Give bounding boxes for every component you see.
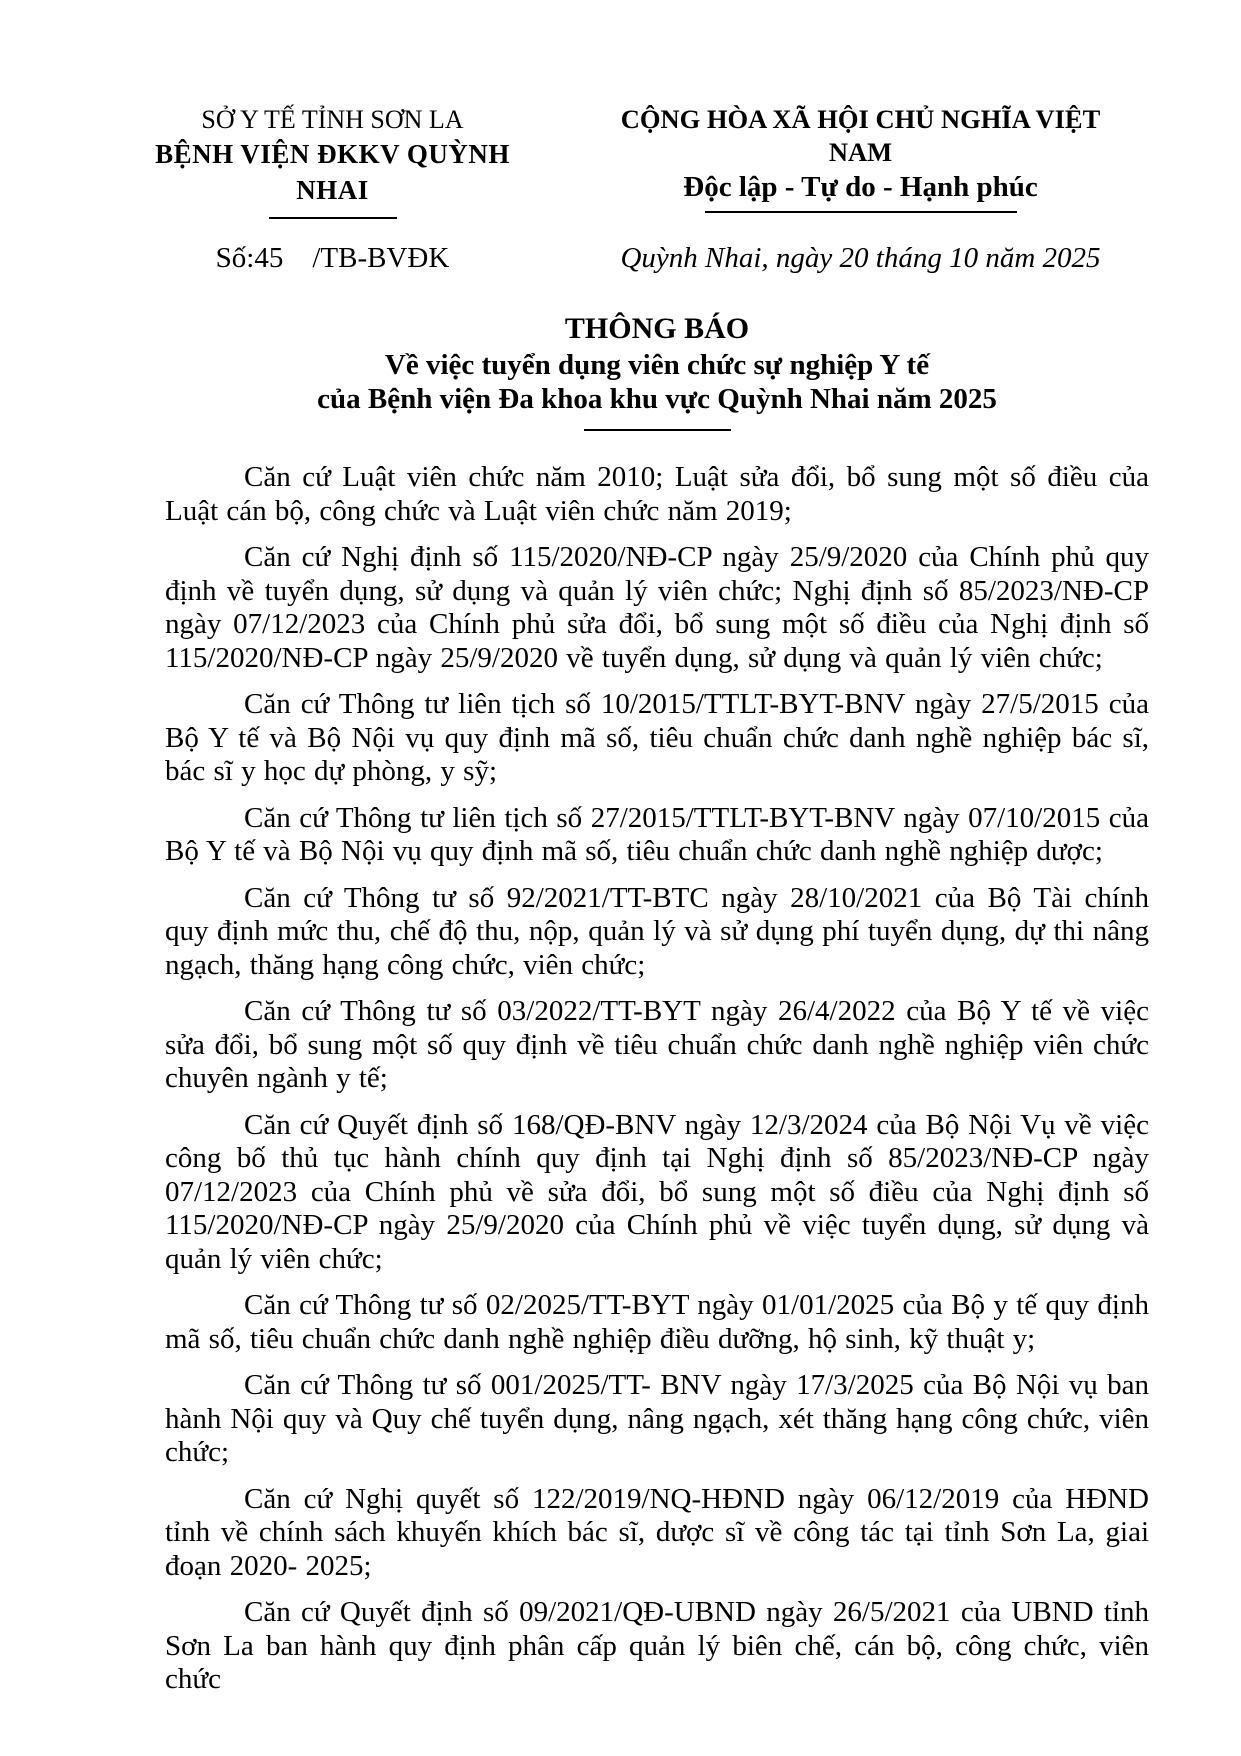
national-header-block (608, 103, 1113, 219)
legal-basis-paragraph: Căn cứ Quyết định số 09/2021/QĐ-UBND ngày 26/5/2021 của UBND tỉnh Sơn La ban hành quy định phân cấp quản lý biên chế, cán bộ, công chức, viên chức (165, 1596, 1149, 1695)
legal-basis-paragraph: Căn cứ Nghị quyết số 122/2019/NQ-HĐND ngày 06/12/2019 của HĐND tỉnh về chính sách khuyến khích bác sĩ, dược sĩ về công tác tại tỉnh Sơn La, giai đoạn 2020- 2025; (165, 1482, 1149, 1582)
legal-basis-paragraph: Căn cứ Thông tư số 92/2021/TT-BTC ngày 28/10/2021 của Bộ Tài chính quy định mức thu, chế độ thu, nộp, quản lý và sử dụng phí tuyển dụng, dự thi nâng ngạch, thăng hạng công chức, viên chức; (165, 881, 1149, 981)
national-title: CỘNG HÒA XÃ HỘI CHỦ NGHĨA VIỆT NAM (620, 104, 1101, 167)
title-underline (584, 429, 731, 431)
legal-basis-paragraph: Căn cứ Thông tư liên tịch số 27/2015/TTLT-BYT-BNV ngày 07/10/2015 của Bộ Y tế và Bộ Nội vụ quy định mã số, tiêu chuẩn chức danh nghề nghiệp dược; (165, 801, 1149, 867)
legal-basis-paragraph: Căn cứ Nghị định số 115/2020/NĐ-CP ngày 25/9/2020 của Chính phủ quy định về tuyển dụng, sử dụng và quản lý viên chức; Nghị định số 85/2023/NĐ-CP ngày 07/12/2023 của Chính phủ sửa đổi, bổ sung một số điều của Nghị định số 115/2020/NĐ-CP ngày 25/9/2020 về tuyển dụng, sử dụng và quản lý viên chức; (165, 541, 1149, 674)
parent-org-name: SỞ Y TẾ TỈNH SƠN LA (201, 105, 464, 134)
legal-basis-paragraph: Căn cứ Quyết định số 168/QĐ-BNV ngày 12/3/2024 của Bộ Nội Vụ về việc công bố thủ tục hành chính quy định tại Nghị định số 85/2023/NĐ-CP ngày 07/12/2023 của Chính phủ về sửa đổi, bổ sung một số điều của Nghị định số 115/2020/NĐ-CP ngày 25/9/2020 của Chính phủ về việc tuyển dụng, sử dụng và quản lý viên chức; (165, 1108, 1149, 1275)
document-meta-row (0, 240, 1241, 276)
legal-basis-paragraph: Căn cứ Luật viên chức năm 2010; Luật sửa đổi, bổ sung một số điều của Luật cán bộ, công chức và Luật viên chức năm 2019; (165, 461, 1149, 527)
document-subtitle-line2: của Bệnh viện Đa khoa khu vực Quỳnh Nhai năm 2025 (317, 383, 997, 415)
document-title-block (165, 310, 1149, 431)
legal-basis-paragraph: Căn cứ Thông tư liên tịch số 10/2015/TTLT-BYT-BNV ngày 27/5/2015 của Bộ Y tế và Bộ Nội vụ quy định mã số, tiêu chuẩn chức danh nghề nghiệp bác sĩ, bác sĩ y học dự phòng, y sỹ; (165, 688, 1149, 787)
legal-basis-paragraph: Căn cứ Thông tư số 02/2025/TT-BYT ngày 01/01/2025 của Bộ y tế quy định mã số, tiêu chuẩn chức danh nghề nghiệp điều dưỡng, hộ sinh, kỹ thuật y; (165, 1289, 1149, 1355)
org-underline (269, 217, 397, 219)
place-date: Quỳnh Nhai, ngày 20 tháng 10 năm 2025 (620, 242, 1101, 274)
document-body (165, 461, 1149, 1697)
motto-underline (705, 211, 1017, 213)
document-title: THÔNG BÁO (564, 312, 750, 345)
legal-basis-paragraph: Căn cứ Thông tư số 03/2022/TT-BYT ngày 26/4/2022 của Bộ Y tế về việc sửa đổi, bổ sung một số quy định về tiêu chuẩn chức danh nghề nghiệp viên chức chuyên ngành y tế; (165, 995, 1149, 1094)
national-motto: Độc lập - Tự do - Hạnh phúc (683, 171, 1038, 203)
legal-basis-paragraph: Căn cứ Thông tư số 001/2025/TT- BNV ngày 17/3/2025 của Bộ Nội vụ ban hành Nội quy và Quy chế tuyển dụng, nâng ngạch, xét thăng hạng công chức, viên chức; (165, 1369, 1149, 1468)
issuing-org-block (140, 103, 525, 219)
org-name: BỆNH VIỆN ĐKKV QUỲNH NHAI (155, 139, 510, 205)
document-subtitle-line1: Về việc tuyển dụng viên chức sự nghiệp Y tế (384, 349, 930, 381)
doc-number: Số:45 /TB-BVĐK (215, 242, 450, 274)
document-header (0, 0, 1241, 219)
